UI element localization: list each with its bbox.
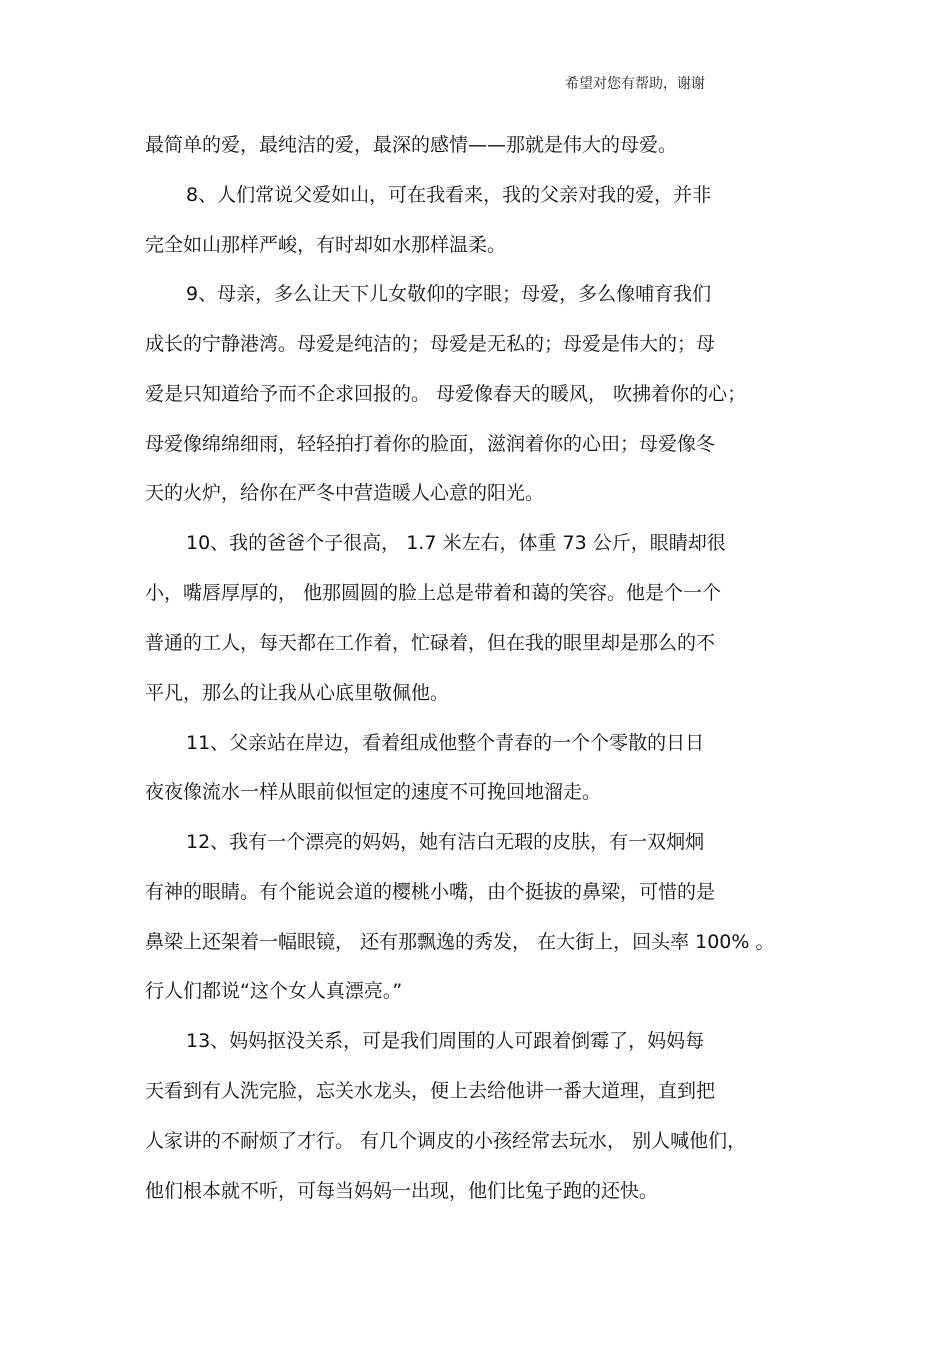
text-line: 爱是只知道给予而不企求回报的。 母爱像春天的暖风， 吹拂着你的心； bbox=[145, 383, 747, 405]
text-line: 天看到有人洗完脸，忘关水龙头，便上去给他讲一番大道理，直到把 bbox=[145, 1080, 716, 1102]
text-line: 鼻梁上还架着一幅眼镜， 还有那飘逸的秀发， 在大街上，回头率 100% 。 bbox=[145, 931, 775, 953]
text-line: 小，嘴唇厚厚的， 他那圆圆的脸上总是带着和蔼的笑容。他是个一个 bbox=[145, 582, 722, 604]
text-line: 母爱像绵绵细雨，轻轻拍打着你的脸面，滋润着你的心田；母爱像冬 bbox=[145, 433, 716, 455]
text-line: 最简单的爱，最纯洁的爱，最深的感情——那就是伟大的母爱。 bbox=[145, 134, 678, 156]
text-line: 10、我的爸爸个子很高， 1.7 米左右，体重 73 公斤，眼睛却很 bbox=[186, 532, 726, 554]
text-line: 他们根本就不听，可每当妈妈一出现，他们比兔子跑的还快。 bbox=[145, 1180, 659, 1202]
text-line: 夜夜像流水一样从眼前似恒定的速度不可挽回地溜走。 bbox=[145, 781, 602, 803]
header-note: 希望对您有帮助，谢谢 bbox=[565, 76, 705, 92]
text-line: 完全如山那样严峻，有时却如水那样温柔。 bbox=[145, 234, 507, 256]
text-line: 普通的工人，每天都在工作着，忙碌着，但在我的眼里却是那么的不 bbox=[145, 632, 716, 654]
text-line: 11、父亲站在岸边，看着组成他整个青春的一个个零散的日日 bbox=[186, 732, 705, 754]
text-line: 13、妈妈抠没关系，可是我们周围的人可跟着倒霉了，妈妈每 bbox=[186, 1030, 705, 1052]
text-line: 有神的眼睛。有个能说会道的樱桃小嘴，由个挺拔的鼻梁，可惜的是 bbox=[145, 881, 716, 903]
text-line: 平凡，那么的让我从心底里敬佩他。 bbox=[145, 682, 450, 704]
text-line: 9、母亲，多么让天下儿女敬仰的字眼；母爱，多么像哺育我们 bbox=[186, 283, 712, 305]
text-line: 8、人们常说父爱如山，可在我看来，我的父亲对我的爱，并非 bbox=[186, 184, 712, 206]
text-line: 天的火炉，给你在严冬中营造暖人心意的阳光。 bbox=[145, 482, 545, 504]
text-line: 成长的宁静港湾。母爱是纯洁的；母爱是无私的；母爱是伟大的；母 bbox=[145, 333, 716, 355]
text-line: 人家讲的不耐烦了才行。 有几个调皮的小孩经常去玩水， 别人喊他们， bbox=[145, 1130, 747, 1152]
text-line: 行人们都说“这个女人真漂亮。” bbox=[145, 980, 403, 1002]
text-line: 12、我有一个漂亮的妈妈，她有洁白无瑕的皮肤，有一双炯炯 bbox=[186, 831, 705, 853]
